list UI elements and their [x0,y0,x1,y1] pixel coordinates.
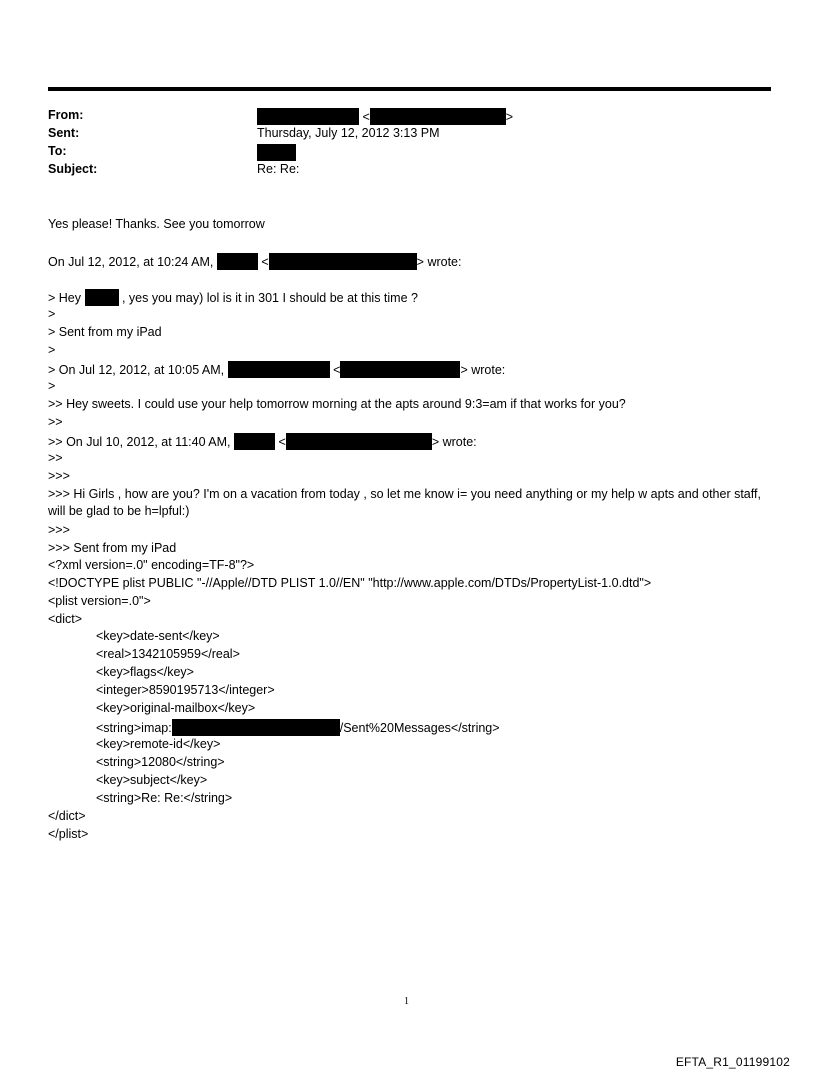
redaction-box [269,253,417,270]
redaction-box [257,108,359,125]
plist-line: <key>original-mailbox</key> [96,701,256,715]
redaction-box [370,108,506,125]
from-value: < > [257,108,513,125]
plist-line: <string>imap: /Sent%20Messages</string> [96,721,500,735]
plist-line: <dict> [48,612,83,626]
to-label: To: [48,144,67,158]
subject-label: Subject: [48,162,98,176]
plist-line: <key>date-sent</key> [96,629,220,643]
plist-line: <?xml version=.0" encoding=TF-8"?> [48,558,255,572]
redaction-box [257,144,296,161]
plist-line: <plist version=.0"> [48,594,151,608]
header-rule [48,87,771,91]
quote-header-1: On Jul 12, 2012, at 10:24 AM, < > wrote: [48,255,462,269]
plist-line: <string>Re: Re:</string> [96,791,233,805]
redaction-box [228,361,330,378]
reply-text: Yes please! Thanks. See you tomorrow [48,217,265,231]
subject-value: Re: Re: [257,162,300,176]
quote-line: >>> Sent from my iPad [48,541,177,555]
plist-line: <!DOCTYPE plist PUBLIC "-//Apple//DTD PLIST 1.0//EN" "http://www.apple.com/DTDs/PropertyList-1.0.dtd"> [48,576,652,590]
quote-line: > [48,343,56,357]
quote-line: >> [48,451,63,465]
from-label: From: [48,108,84,122]
quote-line: > Hey , yes you may) lol is it in 301 I should be at this time ? [48,291,418,305]
sent-label: Sent: [48,126,80,140]
plist-line: <string>12080</string> [96,755,225,769]
quote-header-3: >> On Jul 10, 2012, at 11:40 AM, < > wrote: [48,435,477,449]
document-id: EFTA_R1_01199102 [675,1055,790,1069]
redaction-box [340,361,460,378]
plist-line: <key>subject</key> [96,773,208,787]
redaction-box [85,289,119,306]
quote-line: >>> [48,523,70,537]
plist-line: </plist> [48,827,89,841]
quote-paragraph: >>> Hi Girls , how are you? I'm on a vacation from today , so let me know i= you need anything or my help w apts and other staff, will be glad to be h=lpful:) [48,487,761,518]
plist-line: <key>remote-id</key> [96,737,221,751]
sent-value: Thursday, July 12, 2012 3:13 PM [257,126,440,140]
quote-line: >> [48,415,63,429]
plist-line: <key>flags</key> [96,665,194,679]
quote-header-2: > On Jul 12, 2012, at 10:05 AM, < > wrote: [48,363,506,377]
page-number: 1 [404,996,409,1007]
to-value [257,144,296,161]
redaction-box [217,253,258,270]
plist-line: <real>1342105959</real> [96,647,240,661]
quote-line: > [48,307,56,321]
redaction-box [172,719,340,736]
plist-line: <integer>8590195713</integer> [96,683,275,697]
plist-line: </dict> [48,809,86,823]
redaction-box [286,433,432,450]
quote-line: > [48,379,56,393]
quote-line: >>> [48,469,70,483]
quote-line: >> Hey sweets. I could use your help tomorrow morning at the apts around 9:3=am if that works for you? [48,397,626,411]
redaction-box [234,433,275,450]
quote-line: > Sent from my iPad [48,325,162,339]
